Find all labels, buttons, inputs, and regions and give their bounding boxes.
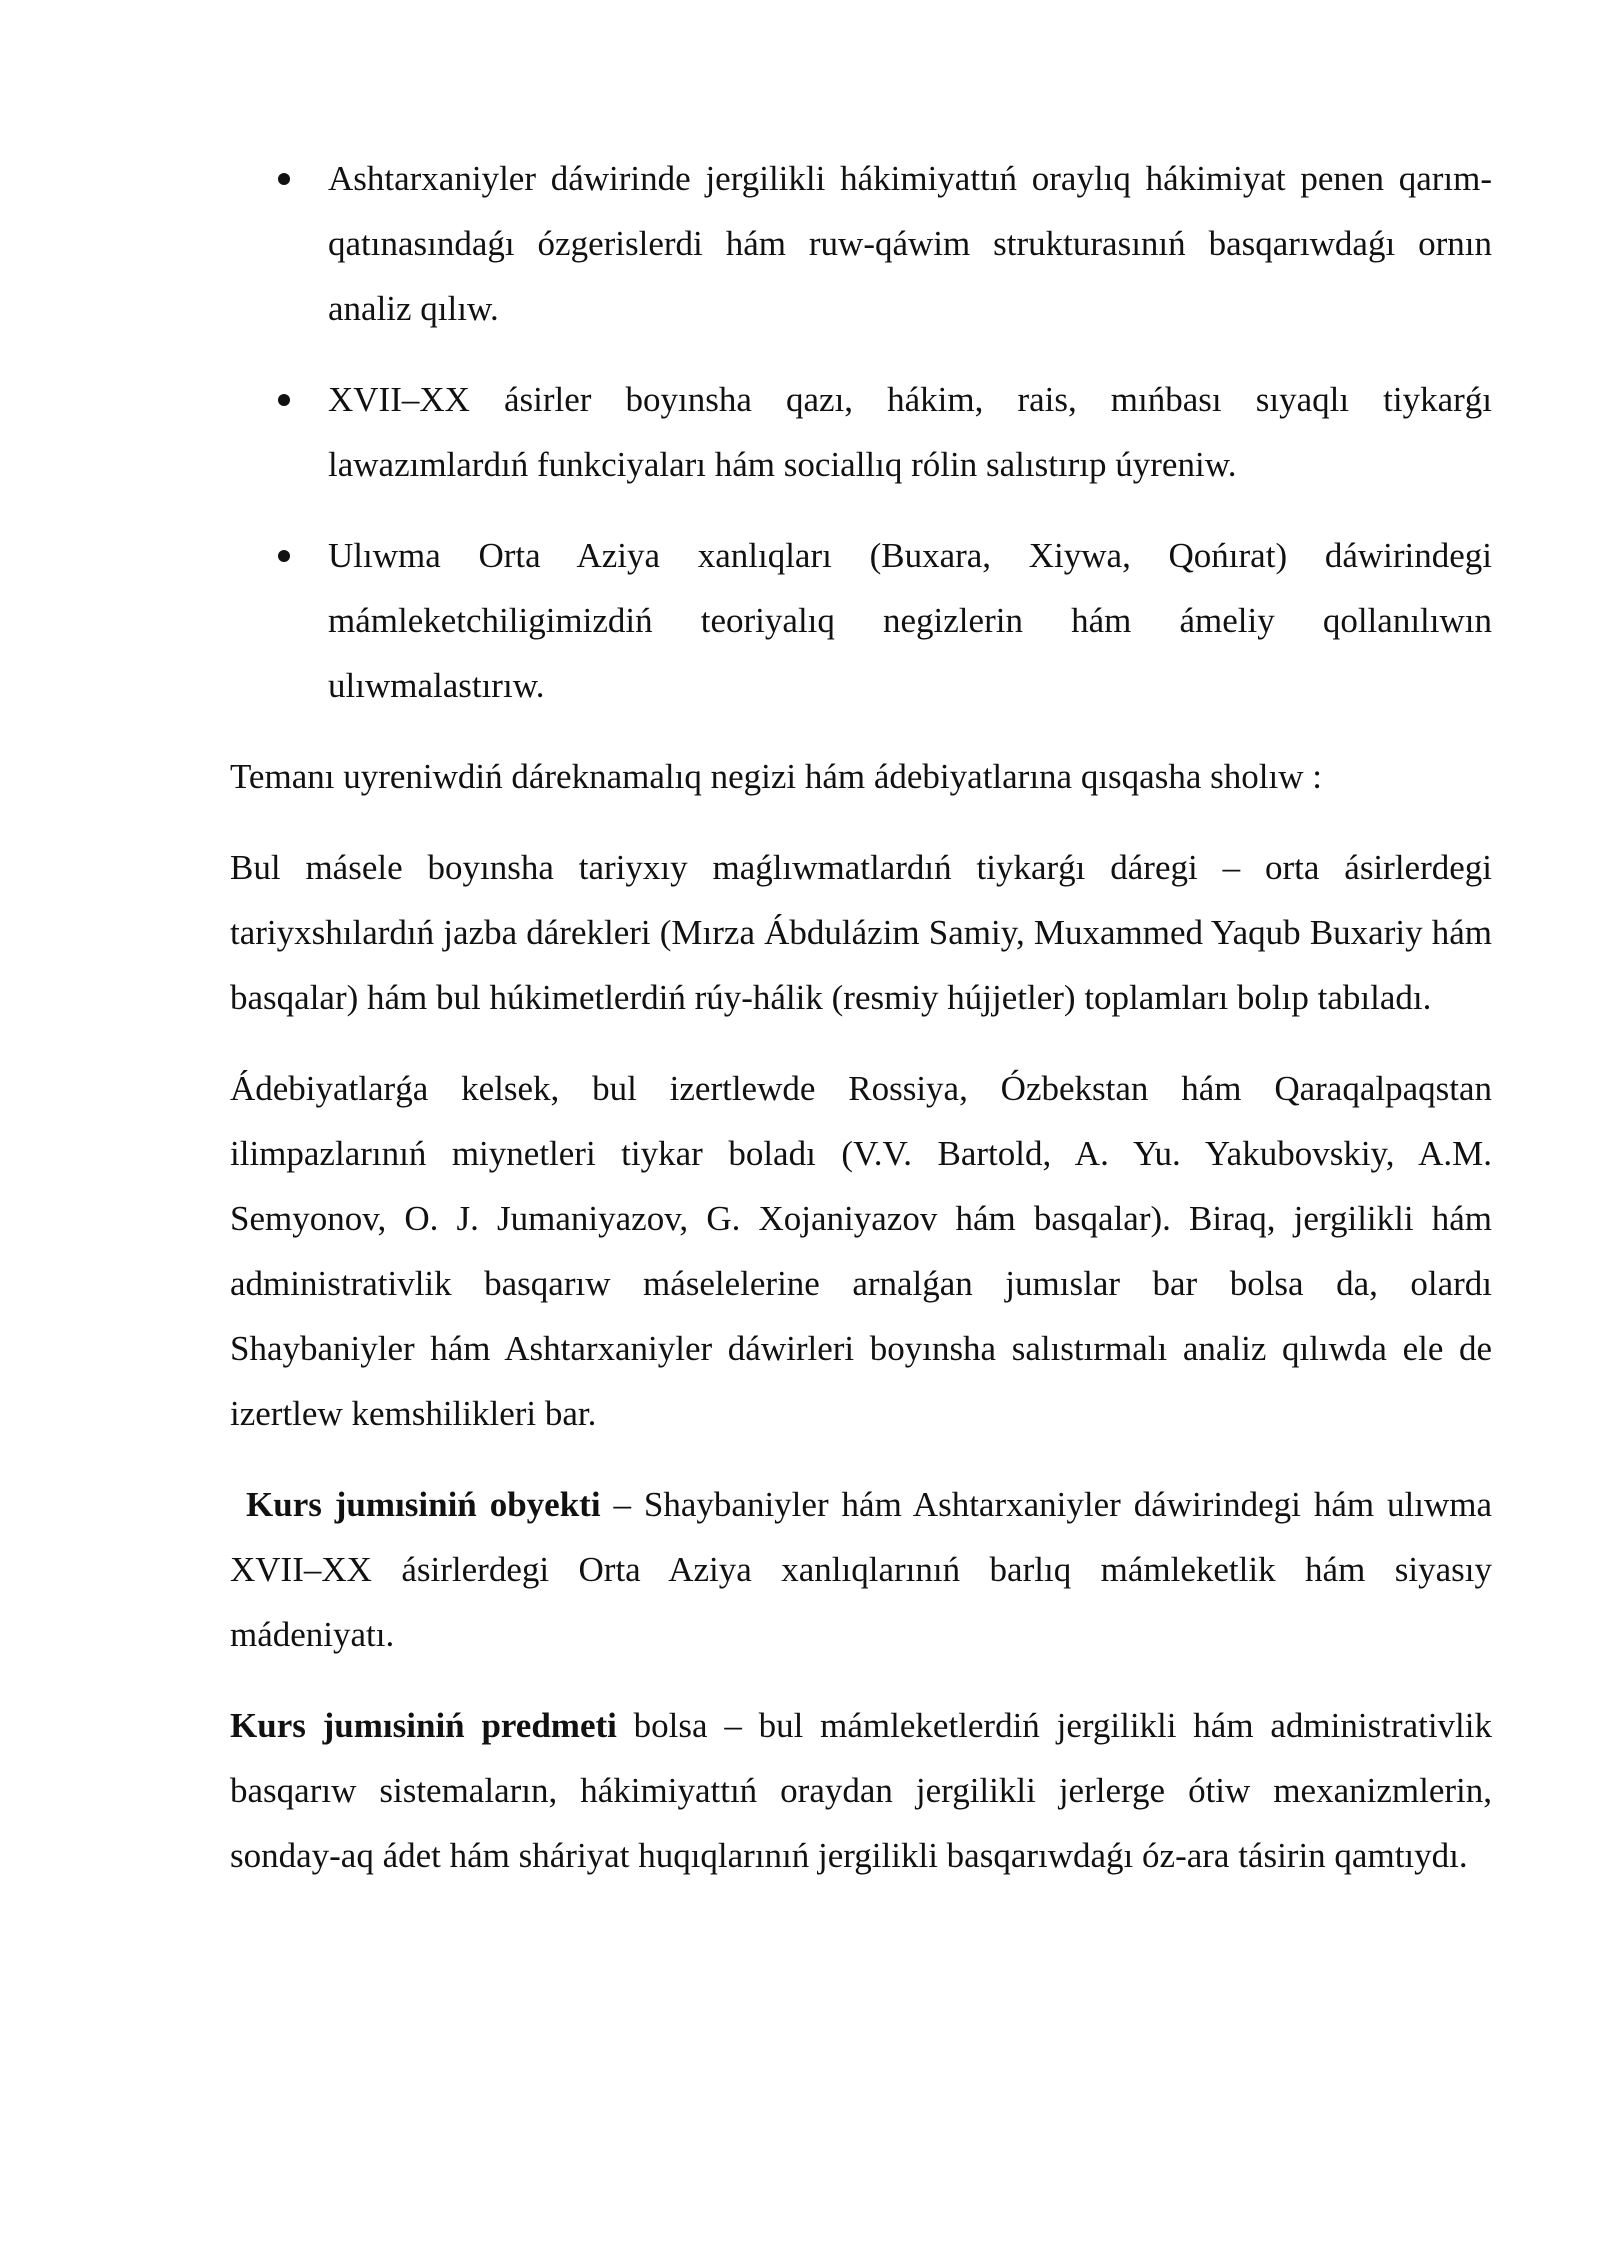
bullet-icon — [278, 523, 292, 588]
list-item-text: XVII–XX ásirler boyınsha qazı, hákim, rais, mıńbası sıyaqlı tiykarǵı lawazımlardıń funkciyaları hám sociallıq rólin salıstırıp úyreniw. — [328, 380, 1492, 484]
subject-label: Kurs jumısiniń predmeti — [230, 1706, 617, 1745]
literature-paragraph: Ádebiyatlarǵa kelsek, bul izertlewde Rossiya, Ózbekstan hám Qaraqalpaqstan ilimpazlarınıń miynetleri tiykar boladı (V.V. Bartold, A. Yu. Yakubovskiy, A.M. Semyonov, O. J. Jumaniyazov, G. Xojaniyazov hám basqalar). Biraq, jergilikli hám administrativlik basqarıw máselelerine arnalǵan jumıslar bar bolsa da, olardı Shaybaniyler hám Ashtarxaniyler dáwirleri boyınsha salıstırmalı analiz qılıwda ele de izertlew kemshilikleri bar. — [230, 1069, 1492, 1433]
list-item-text: Ulıwma Orta Aziya xanlıqları (Buxara, Xiywa, Qońırat) dáwirindegi mámleketchiligimizdiń teoriyalıq negizlerin hám ámeliy qollanılıwın ulıwmalastırıw. — [328, 536, 1492, 705]
object-label: Kurs jumısiniń obyekti — [246, 1485, 601, 1524]
bullet-icon — [278, 367, 292, 432]
object-paragraph — [230, 1472, 1492, 1667]
sources-heading: Temanı uyreniwdiń dáreknamalıq negizi hám ádebiyatlarına qısqasha sholıw : — [230, 757, 1322, 796]
bullet-icon — [278, 146, 292, 211]
document-page — [230, 146, 1492, 1914]
list-item — [230, 367, 1492, 497]
subject-text: bolsa – bul mámleketlerdiń jergilikli hám administrativlik basqarıw sistemaların, hákimiyattıń oraydan jergilikli jerlerge ótiw mexanizmlerin, sonday-aq ádet hám sháriyat huqıqlarınıń jergilikli basqarıwdaǵı óz-ara tásirin qamtıydı. — [230, 1706, 1492, 1875]
list-item — [230, 523, 1492, 718]
objectives-list — [230, 146, 1492, 718]
sources-paragraph: Bul másele boyınsha tariyxıy maǵlıwmatlardıń tiykarǵı dáregi – orta ásirlerdegi tariyxshılardıń jazba dárekleri (Mırza Ábdulázim Samiy, Muxammed Yaqub Buxariy hám basqalar) hám bul húkimetlerdiń rúy-hálik (resmiy hújjetler) toplamları bolıp tabıladı. — [230, 848, 1492, 1017]
object-text: – Shaybaniyler hám Ashtarxaniyler dáwirindegi hám ulıwma XVII–XX ásirlerdegi Orta Aziya xanlıqlarınıń barlıq mámleketlik hám siyasıy mádeniyatı. — [230, 1485, 1492, 1654]
subject-paragraph — [230, 1693, 1492, 1888]
list-item — [230, 146, 1492, 341]
list-item-text: Ashtarxaniyler dáwirinde jergilikli hákimiyattıń oraylıq hákimiyat penen qarım-qatınasındaǵı ózgerislerdi hám ruw-qáwim strukturasınıń basqarıwdaǵı ornın analiz qılıw. — [328, 159, 1492, 328]
